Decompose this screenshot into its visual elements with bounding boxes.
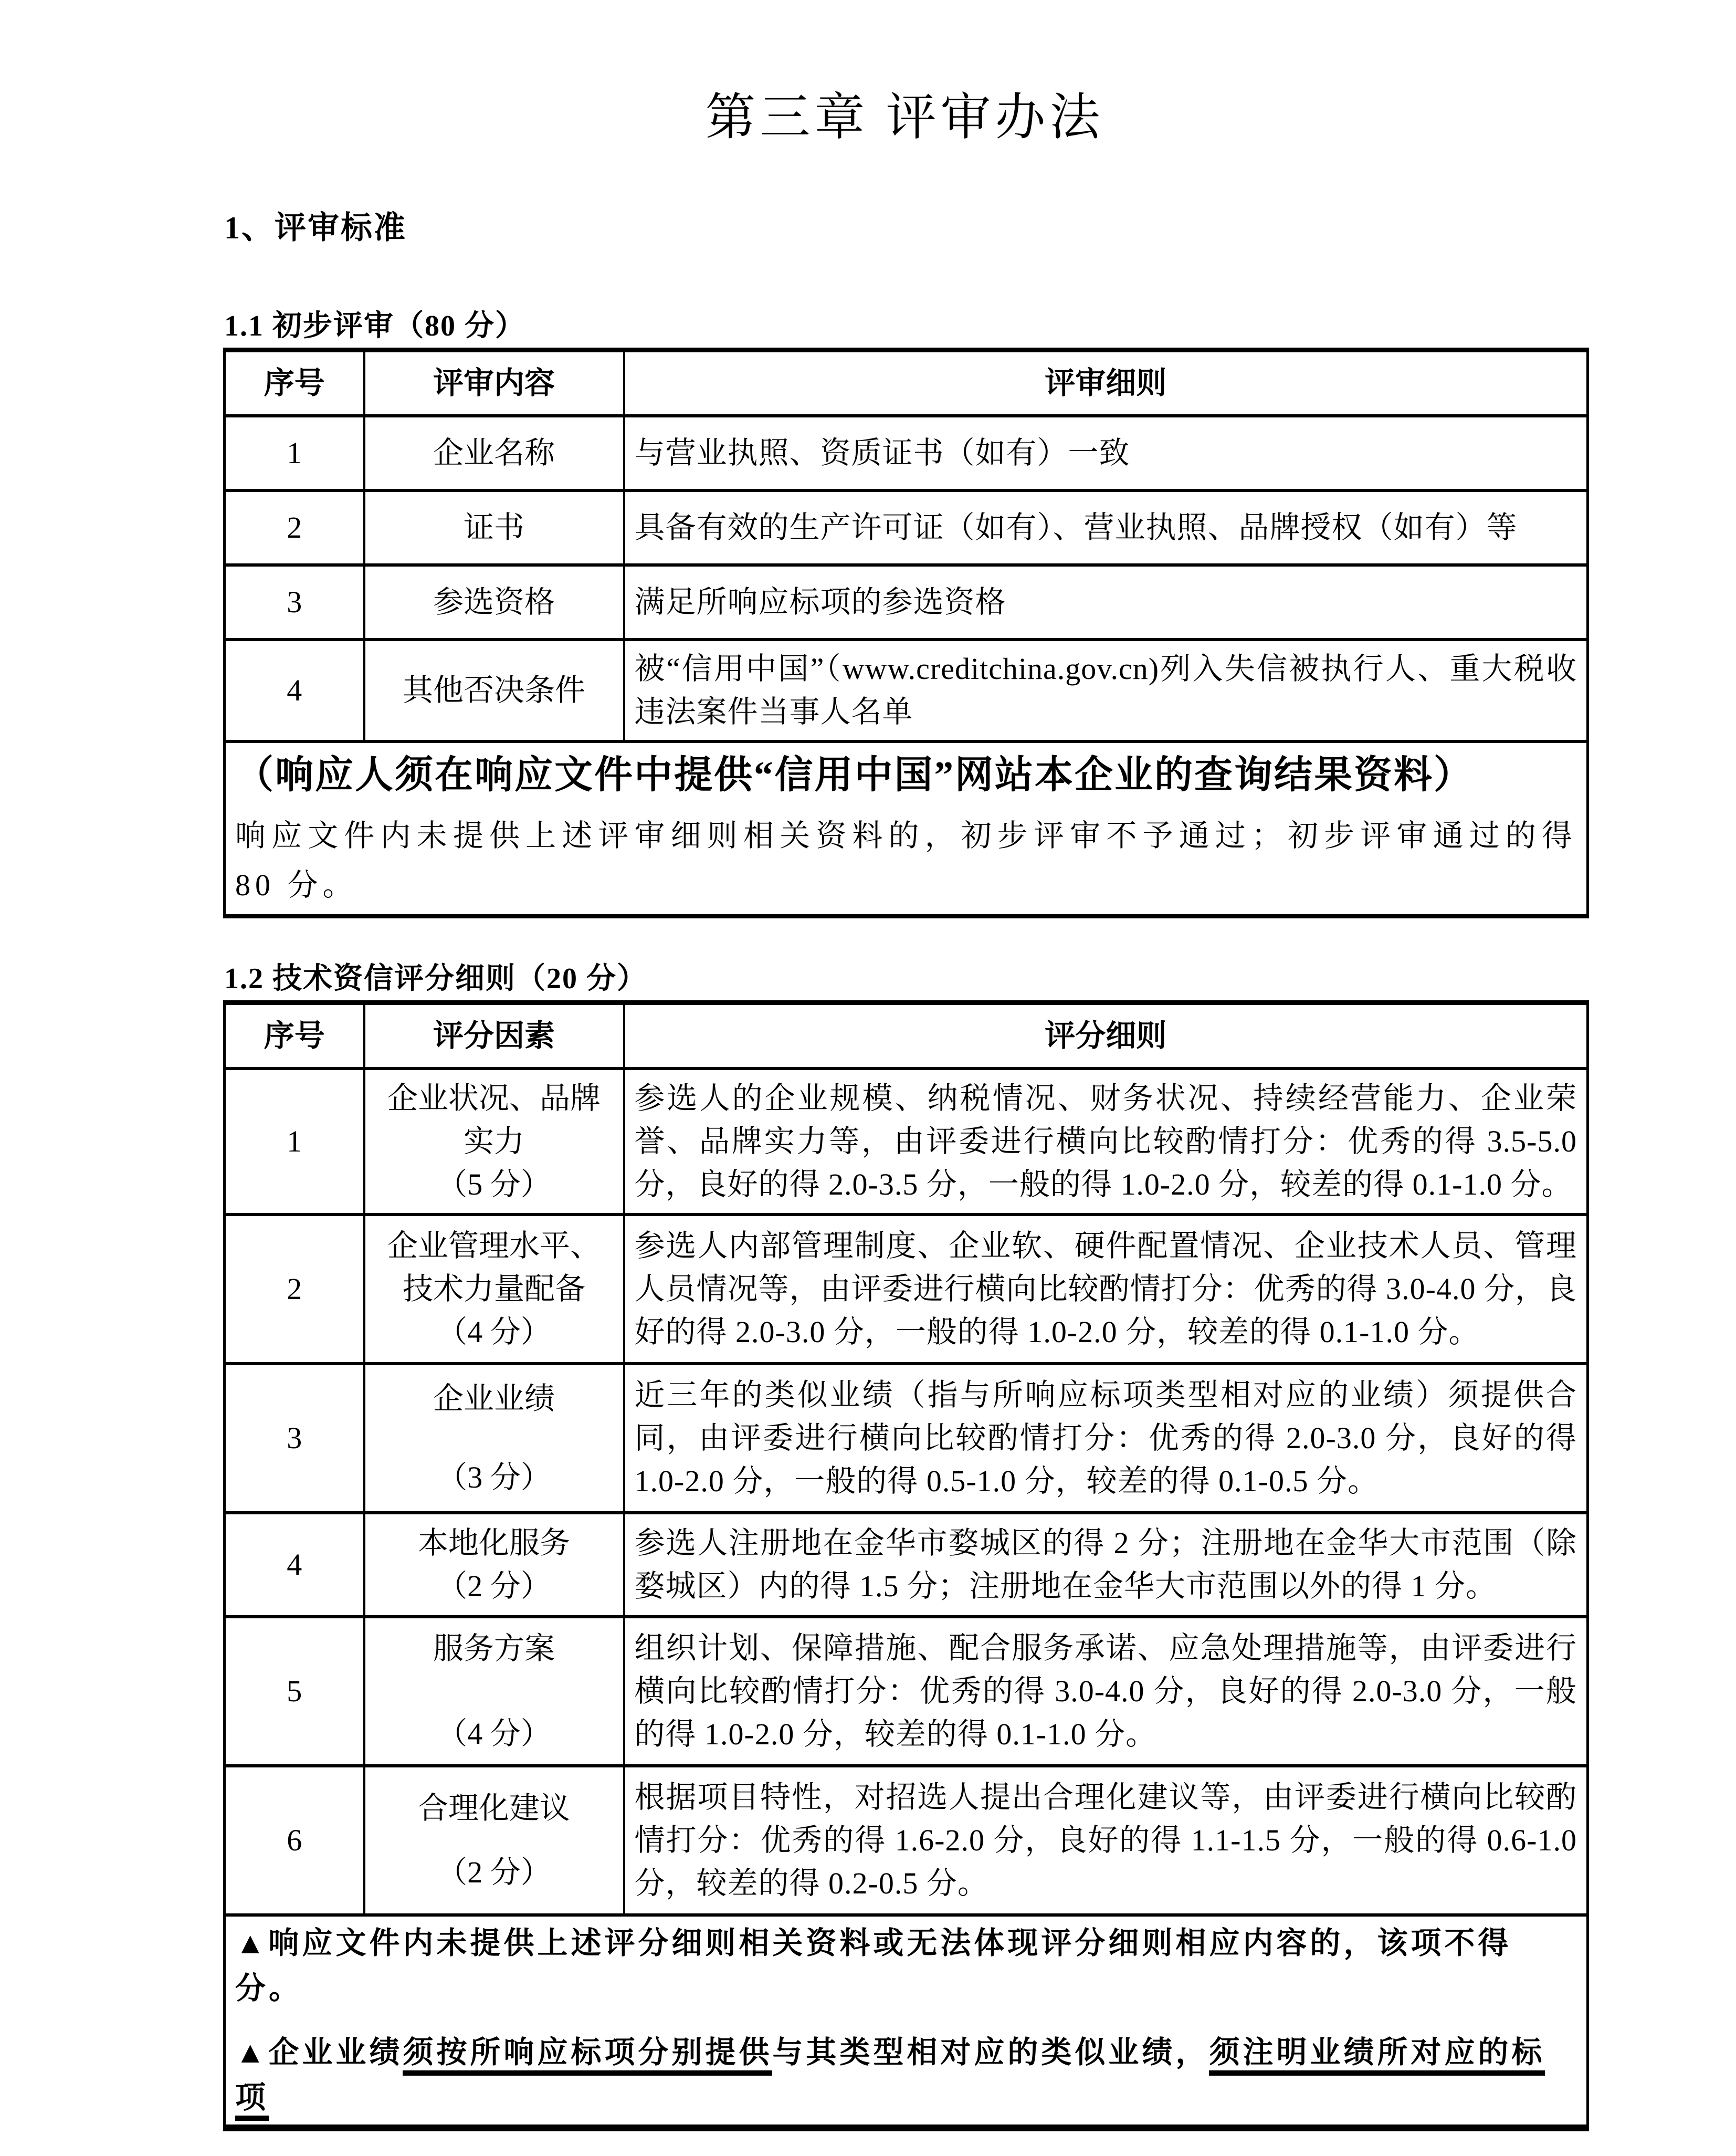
header-cell-no: 序号 (225, 1003, 364, 1069)
table-note-row (225, 741, 1588, 916)
row-detail: 参选人的企业规模、纳税情况、财务状况、持续经营能力、企业荣誉、品牌实力等，由评委进行横向比较酌情打分：优秀的得 3.5-5.0 分，良好的得 2.0-3.5 分，一般的得 1.0-2.0 分，较差的得 0.1-1.0 分。 (624, 1069, 1588, 1215)
row-no: 4 (225, 640, 364, 741)
note-cell (225, 741, 1588, 916)
row-factor (364, 1513, 624, 1617)
header-cell-detail: 评审细则 (624, 350, 1588, 416)
table-row (225, 1364, 1588, 1513)
row-factor (364, 1069, 624, 1215)
factor-score: （5 分） (437, 1167, 551, 1201)
row-detail: 与营业执照、资质证书（如有）一致 (624, 416, 1588, 490)
factor-name: 服务方案 (433, 1631, 555, 1666)
table-row (225, 416, 1588, 490)
chapter-title: 第三章 评审办法 (705, 89, 1104, 145)
row-content: 其他否决条件 (364, 640, 624, 741)
factor-score: （4 分） (437, 1717, 551, 1751)
factor-name: 本地化服务 (417, 1526, 570, 1560)
section-heading: 1、评审标准 (224, 211, 407, 245)
row-detail: 被“信用中国”（www.creditchina.gov.cn)列入失信被执行人、重大税收违法案件当事人名单 (624, 640, 1588, 741)
footnote-2 (235, 2030, 1577, 2120)
row-content: 企业名称 (364, 416, 624, 490)
table-row (225, 565, 1588, 640)
row-detail: 参选人注册地在金华市婺城区的得 2 分；注册地在金华大市范围（除婺城区）内的得 1.5 分；注册地在金华大市范围以外的得 1 分。 (624, 1513, 1588, 1617)
factor-name: 企业业绩 (433, 1381, 555, 1416)
row-no: 2 (225, 490, 364, 565)
row-no: 5 (225, 1617, 364, 1766)
row-no: 1 (225, 416, 364, 490)
factor-score: （2 分） (437, 1855, 551, 1889)
row-detail: 参选人内部管理制度、企业软、硬件配置情况、企业技术人员、管理人员情况等，由评委进行横向比较酌情打分：优秀的得 3.0-4.0 分，良好的得 2.0-3.0 分，一般的得 1.0-2.0 分，较差的得 0.1-1.0 分。 (624, 1215, 1588, 1364)
row-no: 1 (225, 1069, 364, 1215)
footnote-2-prefix: ▲企业业绩 (235, 2035, 403, 2069)
table-row (225, 490, 1588, 565)
row-detail: 根据项目特性，对招选人提出合理化建议等，由评委进行横向比较酌情打分：优秀的得 1.6-2.0 分，良好的得 1.1-1.5 分，一般的得 0.6-1.0 分，较差的得 0.2-0.5 分。 (624, 1766, 1588, 1915)
row-detail: 近三年的类似业绩（指与所响应标项类型相对应的业绩）须提供合同，由评委进行横向比较酌情打分：优秀的得 2.0-3.0 分，良好的得 1.0-2.0 分，一般的得 0.5-1.0 分，较差的得 0.1-0.5 分。 (624, 1364, 1588, 1513)
table-header-row (225, 350, 1588, 416)
row-detail: 组织计划、保障措施、配合服务承诺、应急处理措施等，由评委进行横向比较酌情打分：优秀的得 3.0-4.0 分，良好的得 2.0-3.0 分，一般的得 1.0-2.0 分，较差的得 0.1-1.0 分。 (624, 1617, 1588, 1766)
subsection-1-1-heading: 1.1 初步评审（80 分） (224, 310, 525, 342)
table-row (225, 1069, 1588, 1215)
row-factor (364, 1364, 624, 1513)
factor-name: 企业管理水平、技术力量配备 (387, 1229, 601, 1306)
note-bold-line: （响应人须在响应文件中提供“信用中国”网站本企业的查询结果资料） (235, 753, 1474, 796)
page-content (223, 88, 1586, 2131)
preliminary-review-table (223, 348, 1589, 918)
factor-name: 合理化建议 (417, 1791, 570, 1825)
footnote-2-underlined-2: 须注明业绩所对应的标项 (235, 2035, 1545, 2121)
footnote-2-underlined-1: 须按所响应标项分别提供 (403, 2035, 772, 2076)
row-no: 3 (225, 1364, 364, 1513)
table-row (225, 1617, 1588, 1766)
subsection-1-2-heading: 1.2 技术资信评分细则（20 分） (224, 962, 647, 995)
technical-score-table (223, 1000, 1589, 2131)
table-row (225, 640, 1588, 741)
header-cell-content: 评审内容 (364, 350, 624, 416)
table-header-row (225, 1003, 1588, 1069)
factor-score: （3 分） (437, 1460, 551, 1494)
header-cell-no: 序号 (225, 350, 364, 416)
row-factor (364, 1617, 624, 1766)
document-page (0, 88, 1736, 2156)
factor-score: （4 分） (437, 1315, 551, 1349)
row-no: 6 (225, 1766, 364, 1915)
row-factor (364, 1215, 624, 1364)
row-detail: 具备有效的生产许可证（如有）、营业执照、品牌授权（如有）等 (624, 490, 1588, 565)
row-content: 参选资格 (364, 565, 624, 640)
footnote-cell (225, 1915, 1588, 2128)
table-row (225, 1215, 1588, 1364)
row-detail: 满足所响应标项的参选资格 (624, 565, 1588, 640)
row-factor (364, 1766, 624, 1915)
footnote-1: ▲响应文件内未提供上述评分细则相关资料或无法体现评分细则相应内容的，该项不得分。 (235, 1926, 1512, 2005)
factor-name: 企业状况、品牌实力 (387, 1081, 601, 1158)
table-row (225, 1513, 1588, 1617)
header-cell-factor: 评分因素 (364, 1003, 624, 1069)
header-cell-detail: 评分细则 (624, 1003, 1588, 1069)
table-row (225, 1766, 1588, 1915)
note-text-line: 响应文件内未提供上述评审细则相关资料的，初步评审不予通过；初步评审通过的得 80 分。 (235, 819, 1577, 902)
factor-score: （2 分） (437, 1569, 551, 1603)
row-no: 2 (225, 1215, 364, 1364)
row-no: 3 (225, 565, 364, 640)
row-content: 证书 (364, 490, 624, 565)
row-no: 4 (225, 1513, 364, 1617)
table-footnote-row (225, 1915, 1588, 2128)
footnote-2-middle: 与其类型相对应的类似业绩， (772, 2035, 1209, 2069)
